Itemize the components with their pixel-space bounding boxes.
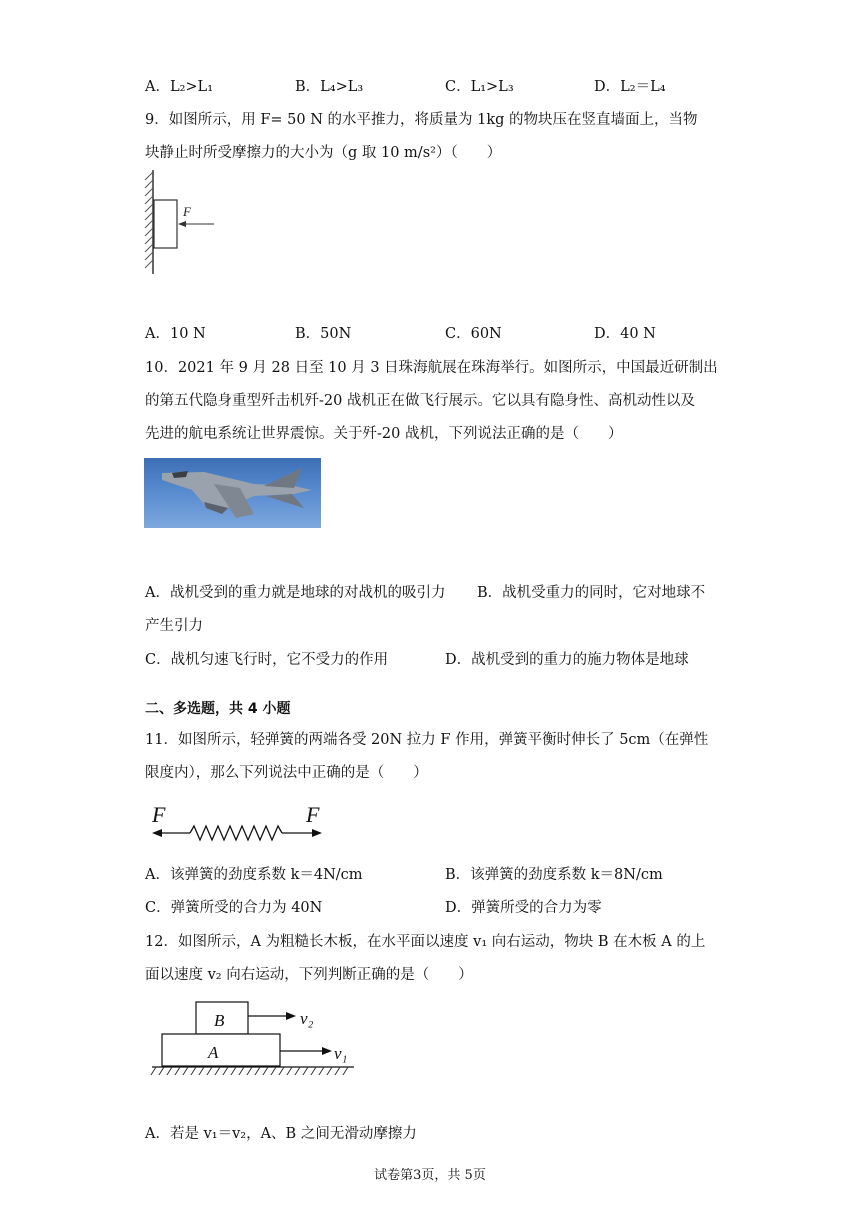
q9-option-b: B．50N (295, 326, 352, 342)
q12-stem-line1: 12．如图所示，A 为粗糙长木板，在水平面以速度 v₁ 向右运动，物块 B 在木板 A 的上 (145, 934, 706, 950)
q11-stem-line2: 限度内），那么下列说法中正确的是（ ） (145, 765, 428, 781)
v1-arrow-icon (322, 1047, 332, 1055)
q9-option-d: D．40 N (594, 326, 656, 342)
spring-icon (190, 826, 282, 840)
q8-option-b: B．L₄>L₃ (295, 79, 364, 95)
svg-text:B: B (214, 1011, 225, 1030)
q9-stem-line2: 块静止时所受摩擦力的大小为（g 取 10 m/s²）（ ） (145, 145, 502, 161)
svg-text:A: A (208, 1043, 219, 1062)
q9-block (154, 200, 177, 248)
svg-text:v₂: v₂ (300, 1009, 314, 1028)
q10-option-b: B．战机受重力的同时，它对地球不 (477, 585, 706, 601)
q11-option-c: C．弹簧所受的合力为 40N (145, 900, 323, 916)
q10-stem-line1: 10．2021 年 9 月 28 日至 10 月 3 日珠海航展在珠海举行。如图所示，中国最近研制出 (145, 360, 718, 376)
q9-stem-line1: 9．如图所示，用 F= 50 N 的水平推力，将质量为 1kg 的物块压在竖直墙面上，当物 (145, 112, 698, 128)
q10-jet-photo (144, 458, 321, 528)
svg-text:v₁: v₁ (334, 1044, 348, 1063)
q11-option-b: B．该弹簧的劲度系数 k＝8N/cm (445, 867, 663, 883)
q10-stem-line3: 先进的航电系统让世界震惊。关于歼-20 战机，下列说法正确的是（ ） (145, 426, 623, 442)
q10-stem-line2: 的第五代隐身重型歼击机歼-20 战机正在做飞行展示。它以具有隐身性、高机动性以及 (145, 393, 695, 409)
q9-wall-block-figure (140, 168, 230, 278)
left-arrow-icon (152, 829, 162, 837)
page-footer: 试卷第3页，共 5页 (374, 1168, 486, 1183)
q8-option-c: C．L₁>L₃ (445, 79, 514, 95)
q10-option-a: A．战机受到的重力就是地球的对战机的吸引力 (145, 585, 446, 601)
q8-option-a: A．L₂>L₁ (145, 79, 214, 95)
q9-force-label: F (183, 204, 191, 219)
q10-option-d: D．战机受到的重力的施力物体是地球 (445, 652, 689, 668)
q11-spring-figure (148, 800, 328, 846)
q9-option-a: A．10 N (145, 326, 206, 342)
q11-option-a: A．该弹簧的劲度系数 k＝4N/cm (145, 867, 363, 883)
block-a (162, 1034, 280, 1066)
q11-left-force-label: F (152, 802, 166, 827)
q10-option-c: C．战机匀速飞行时，它不受力的作用 (145, 652, 389, 668)
q11-stem-line1: 11．如图所示，轻弹簧的两端各受 20N 拉力 F 作用，弹簧平衡时伸长了 5cm（在弹性 (145, 732, 709, 748)
q12-blocks-figure (148, 996, 363, 1080)
q10-option-b-cont: 产生引力 (145, 618, 203, 634)
q11-right-force-label: F (306, 802, 320, 827)
q8-option-d: D．L₂＝L₄ (594, 79, 666, 95)
q9-option-c: C．60N (445, 326, 502, 342)
right-arrow-icon (312, 829, 322, 837)
q11-option-d: D．弹簧所受的合力为零 (445, 900, 602, 916)
q12-option-a: A．若是 v₁＝v₂，A、B 之间无滑动摩擦力 (145, 1126, 417, 1142)
v2-arrow-icon (286, 1012, 296, 1020)
section-heading: 二、多选题，共 4 小题 (145, 701, 291, 717)
q12-stem-line2: 面以速度 v₂ 向右运动，下列判断正确的是（ ） (145, 967, 473, 983)
